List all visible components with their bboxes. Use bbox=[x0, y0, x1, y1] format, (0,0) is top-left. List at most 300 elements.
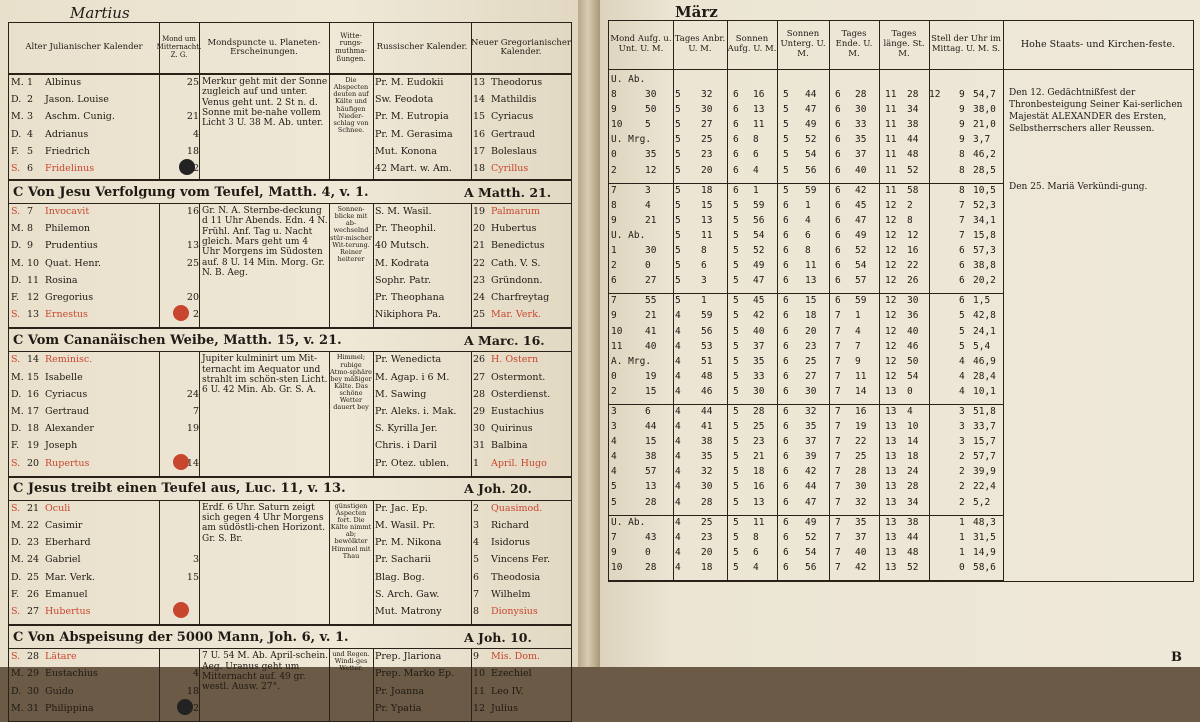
russian-saint: Mut. Konona bbox=[375, 145, 437, 157]
header-julian: Alter Julianischer Kalender bbox=[9, 23, 160, 73]
right-astronomy-table bbox=[608, 20, 1194, 582]
astronomy-value: 4 bbox=[675, 481, 681, 493]
astronomy-value: 6 bbox=[835, 214, 841, 226]
astronomy-value: 4 bbox=[675, 546, 681, 558]
right-table-header bbox=[609, 21, 1193, 70]
astronomy-value: 26 bbox=[907, 275, 919, 287]
russian-saint: Pr. M. Gerasima bbox=[375, 128, 453, 140]
gregorian-saint: Theodosia bbox=[491, 571, 541, 583]
astronomy-value: 23 bbox=[753, 436, 765, 448]
astronomy-value: 52 bbox=[805, 134, 817, 146]
astronomy-row bbox=[609, 385, 1003, 400]
astronomy-value: 11 bbox=[885, 104, 897, 116]
astronomy-value: 44 bbox=[805, 89, 817, 101]
astronomy-value: 5 bbox=[675, 134, 681, 146]
astronomy-value: 9 bbox=[959, 104, 965, 116]
astronomy-value: 6 bbox=[835, 89, 841, 101]
gregorian-saint: Cyrillus bbox=[491, 162, 529, 174]
astronomy-value: 25 bbox=[701, 516, 713, 528]
gregorian-day: 2 bbox=[473, 502, 480, 514]
astronomy-value: 4 bbox=[675, 421, 681, 433]
julian-saint: Philippina bbox=[45, 702, 94, 714]
astronomy-row bbox=[609, 531, 1003, 546]
astronomy-value: 4 bbox=[611, 436, 617, 448]
gregorian-day: 20 bbox=[473, 223, 486, 235]
russian-saint: M. Kodrata bbox=[375, 257, 430, 269]
astronomy-value: 4 bbox=[959, 370, 965, 382]
astronomy-value: 7 bbox=[835, 496, 841, 508]
julian-saint: Cyriacus bbox=[45, 388, 88, 400]
julian-saint: Isabelle bbox=[45, 371, 83, 383]
gregorian-saint: Balbina bbox=[491, 440, 528, 452]
astronomy-value: 44 bbox=[645, 421, 657, 433]
astronomy-value: 0 bbox=[645, 546, 651, 558]
astronomy-value: 20 bbox=[701, 164, 713, 176]
astronomy-row bbox=[609, 355, 1003, 370]
astronomy-value: 6 bbox=[701, 260, 707, 272]
gregorian-day: 16 bbox=[473, 128, 486, 140]
calendar-row bbox=[9, 256, 571, 273]
gregorian-day: 17 bbox=[473, 145, 486, 157]
moon-number: 18 bbox=[186, 145, 199, 157]
astronomy-value: 5 bbox=[645, 119, 651, 131]
astronomy-value: 56 bbox=[753, 214, 765, 226]
astronomy-value: 2 bbox=[959, 481, 965, 493]
astronomy-value: 42 bbox=[855, 561, 867, 573]
astronomy-value: 4 bbox=[805, 214, 811, 226]
header-feasts: Hohe Staats- und Kirchen-feste. bbox=[1020, 38, 1176, 50]
astronomy-value: 5 bbox=[733, 275, 739, 287]
astronomy-value: 12 bbox=[885, 355, 897, 367]
astronomy-value: 0 bbox=[645, 260, 651, 272]
astronomy-value: 6 bbox=[733, 134, 739, 146]
astronomy-value: 5 bbox=[675, 295, 681, 307]
calendar-row bbox=[9, 370, 571, 387]
week-block bbox=[9, 329, 571, 477]
gregorian-day: 29 bbox=[473, 405, 486, 417]
planet-text: 7 U. 54 M. Ab. April-schein. Aeg. Uranus geht um Mitternacht auf. 49 gr. westl. Ausw. 27°. bbox=[202, 651, 328, 693]
astronomy-value: 2 bbox=[611, 385, 617, 397]
day-letter: S. bbox=[11, 502, 21, 514]
russian-saint: Sophr. Patr. bbox=[375, 274, 431, 286]
calendar-row bbox=[9, 404, 571, 421]
astronomy-value: 49 bbox=[805, 119, 817, 131]
astronomy-value: 5 bbox=[733, 561, 739, 573]
astronomy-value: 28 bbox=[701, 496, 713, 508]
astronomy-value: 37 bbox=[753, 340, 765, 352]
calendar-row bbox=[9, 307, 571, 324]
russian-saint: S. Kyrilla Jer. bbox=[375, 423, 438, 435]
astronomy-value: 6 bbox=[783, 385, 789, 397]
astronomy-value: 9 bbox=[959, 134, 965, 146]
astronomy-value: 6 bbox=[835, 164, 841, 176]
astronomy-value: 13 bbox=[885, 561, 897, 573]
astronomy-value: 39,9 bbox=[973, 466, 996, 478]
astronomy-value: 59 bbox=[753, 199, 765, 211]
astronomy-value: 18 bbox=[907, 451, 919, 463]
calendar-row bbox=[9, 438, 571, 455]
gregorian-day: 28 bbox=[473, 388, 486, 400]
gregorian-day: 25 bbox=[473, 309, 486, 321]
astronomy-value: 6 bbox=[783, 310, 789, 322]
julian-day: 13 bbox=[27, 309, 40, 321]
astronomy-value: 0 bbox=[611, 370, 617, 382]
calendar-row bbox=[9, 127, 571, 144]
astronomy-value: 6 bbox=[783, 546, 789, 558]
astronomy-value: 4 bbox=[675, 466, 681, 478]
day-letter: M. bbox=[11, 702, 24, 714]
gregorian-saint: Cath. V. S. bbox=[491, 257, 541, 269]
julian-saint: Quat. Henr. bbox=[45, 257, 101, 269]
gregorian-day: 21 bbox=[473, 240, 486, 252]
astronomy-value: 21 bbox=[645, 214, 657, 226]
julian-day: 8 bbox=[27, 223, 34, 235]
astronomy-value: 49 bbox=[805, 516, 817, 528]
astronomy-row bbox=[609, 214, 1003, 229]
day-letter: F. bbox=[11, 145, 20, 157]
header-clock: Stell der Uhr im Mittag. U. M. S. bbox=[929, 21, 1004, 69]
astronomy-value: 35 bbox=[855, 516, 867, 528]
astronomy-value: 6 bbox=[783, 214, 789, 226]
day-letter: S. bbox=[11, 605, 21, 617]
day-letter: F. bbox=[11, 440, 20, 452]
gregorian-day: 6 bbox=[473, 571, 480, 583]
julian-saint: Rupertus bbox=[45, 457, 90, 469]
astronomy-row bbox=[609, 118, 1003, 133]
astronomy-value: 5 bbox=[675, 214, 681, 226]
astronomy-value: 6 bbox=[783, 466, 789, 478]
astronomy-value: U. Ab. bbox=[611, 516, 646, 528]
astronomy-value: 6 bbox=[783, 481, 789, 493]
astronomy-value: 41 bbox=[645, 325, 657, 337]
astronomy-value: 37 bbox=[855, 149, 867, 161]
day-letter: D. bbox=[11, 240, 22, 252]
astronomy-value: 43 bbox=[645, 531, 657, 543]
astronomy-value: 7 bbox=[855, 340, 861, 352]
day-letter: M. bbox=[11, 77, 24, 88]
weather-text: günstigen Aspecten fort. Die Kälte nimmt ab; bewölkter Himmel mit Thau bbox=[330, 501, 372, 560]
astronomy-value: 28 bbox=[855, 89, 867, 101]
astronomy-value: 38,8 bbox=[973, 260, 996, 272]
astronomy-row bbox=[609, 496, 1003, 511]
gregorian-saint: Palmarum bbox=[491, 206, 541, 217]
julian-day: 20 bbox=[27, 457, 40, 469]
astronomy-value: 44 bbox=[907, 531, 919, 543]
astronomy-value: 2 bbox=[907, 199, 913, 211]
astronomy-value: 21,0 bbox=[973, 119, 996, 131]
astronomy-value: 16 bbox=[907, 245, 919, 257]
gregorian-day: 24 bbox=[473, 291, 486, 303]
astronomy-value: 48 bbox=[701, 370, 713, 382]
astronomy-value: 38 bbox=[907, 516, 919, 528]
week-title bbox=[9, 478, 571, 501]
astronomy-value: 40 bbox=[907, 325, 919, 337]
astronomy-value: 15 bbox=[645, 385, 657, 397]
astronomy-value: 23 bbox=[701, 149, 713, 161]
astronomy-value: 4 bbox=[675, 325, 681, 337]
julian-saint: Mar. Verk. bbox=[45, 571, 95, 583]
weather-text: und Regen. Windi-ges Wetter. bbox=[332, 650, 370, 673]
week-title bbox=[9, 626, 571, 649]
gregorian-saint: Boleslaus bbox=[491, 145, 537, 157]
planet-text: Gr. N. A. Sternbe-deckung d 11 Uhr Abends. Edn. 4 N. Frühl. Anf. Tag u. Nacht gleich. Mars geht um 4 Uhr Morgens im Südosten auf. 8 U. 14 Min. Morg. Gr. N. B. Aeg. bbox=[202, 206, 328, 279]
gregorian-day: 9 bbox=[473, 651, 480, 663]
russian-saint: M. Agap. i 6 M. bbox=[375, 371, 450, 383]
russian-saint: Pr. Sacharii bbox=[375, 554, 431, 566]
julian-day: 23 bbox=[27, 537, 40, 549]
gregorian-saint: Charfreytag bbox=[491, 291, 550, 303]
calendar-row bbox=[9, 161, 571, 178]
astronomy-value: 30 bbox=[855, 481, 867, 493]
julian-saint: Eustachius bbox=[45, 668, 98, 680]
day-letter: S. bbox=[11, 354, 21, 366]
astronomy-value: 6 bbox=[783, 340, 789, 352]
astronomy-value: 6 bbox=[783, 355, 789, 367]
gregorian-saint: Ezechiel bbox=[491, 668, 532, 680]
julian-saint: Joseph bbox=[45, 440, 78, 452]
astronomy-value: 15 bbox=[805, 295, 817, 307]
astronomy-value: 4 bbox=[675, 561, 681, 573]
astronomy-value: 12 bbox=[885, 275, 897, 287]
russian-saint: Prep. Marko Ep. bbox=[375, 668, 455, 680]
astronomy-value: 12 bbox=[885, 370, 897, 382]
astronomy-value: 52 bbox=[907, 164, 919, 176]
astronomy-value: 5 bbox=[733, 340, 739, 352]
astronomy-value: 9 bbox=[855, 355, 861, 367]
header-sunrise: Sonnen Aufg. U. M. bbox=[727, 21, 778, 69]
astronomy-value: 6 bbox=[835, 229, 841, 241]
julian-saint: Casimir bbox=[45, 519, 83, 531]
page-signature: B bbox=[1171, 650, 1182, 665]
moon-number: 25 bbox=[186, 257, 199, 269]
calendar-row bbox=[9, 421, 571, 438]
astronomy-value: 5 bbox=[733, 199, 739, 211]
astronomy-value: 24,1 bbox=[973, 325, 996, 337]
russian-saint: Pr. Theophana bbox=[375, 291, 445, 303]
astronomy-value: 6 bbox=[783, 325, 789, 337]
astronomy-row bbox=[609, 103, 1003, 118]
astronomy-value: 50 bbox=[645, 104, 657, 116]
moon-number: 21 bbox=[186, 111, 199, 123]
astronomy-row bbox=[609, 465, 1003, 480]
astronomy-value: 51,8 bbox=[973, 405, 996, 417]
astronomy-value: 5 bbox=[733, 516, 739, 528]
astronomy-value: 18 bbox=[701, 184, 713, 196]
astronomy-value: 30 bbox=[701, 104, 713, 116]
day-letter: F. bbox=[11, 291, 20, 303]
russian-saint: Pr. Otez. ublen. bbox=[375, 457, 450, 469]
astronomy-value: 8 bbox=[753, 134, 759, 146]
astronomy-value: 41 bbox=[701, 421, 713, 433]
day-letter: D. bbox=[11, 128, 22, 140]
astronomy-value: 38 bbox=[645, 451, 657, 463]
astronomy-value: 12 bbox=[885, 214, 897, 226]
julian-day: 28 bbox=[27, 651, 40, 663]
astronomy-row bbox=[609, 340, 1003, 355]
julian-day: 26 bbox=[27, 588, 40, 600]
julian-saint: Alexander bbox=[45, 423, 94, 435]
astronomy-value: 34 bbox=[907, 104, 919, 116]
astronomy-value: 3 bbox=[959, 436, 965, 448]
julian-day: 17 bbox=[27, 405, 40, 417]
astronomy-row bbox=[609, 294, 1003, 309]
astronomy-value: 13 bbox=[701, 214, 713, 226]
astronomy-value: 7 bbox=[611, 531, 617, 543]
astronomy-value: 13 bbox=[885, 516, 897, 528]
astronomy-value: 2 bbox=[959, 451, 965, 463]
day-letter: S. bbox=[11, 457, 21, 469]
astronomy-value: 5 bbox=[733, 385, 739, 397]
astronomy-value: 3 bbox=[959, 421, 965, 433]
astronomy-value: 33 bbox=[753, 370, 765, 382]
moon-number: 18 bbox=[186, 685, 199, 697]
astronomy-value: 7 bbox=[835, 546, 841, 558]
day-letter: D. bbox=[11, 423, 22, 435]
astronomy-value: 5 bbox=[675, 184, 681, 196]
astronomy-value: 14,9 bbox=[973, 546, 996, 558]
gregorian-day: 1 bbox=[473, 457, 480, 469]
astronomy-value: 15 bbox=[701, 199, 713, 211]
astronomy-value: 25 bbox=[701, 134, 713, 146]
astronomy-value: 8 bbox=[753, 531, 759, 543]
week-title bbox=[9, 329, 571, 352]
moon-number: 2 bbox=[192, 162, 199, 174]
gregorian-saint: Julius bbox=[491, 702, 518, 714]
header-lunar-planetary: Mondspuncte u. Planeten-Erscheinungen. bbox=[199, 23, 330, 73]
astronomy-value: 28,4 bbox=[973, 370, 996, 382]
astronomy-value: 32 bbox=[701, 89, 713, 101]
astronomy-value: 14 bbox=[907, 436, 919, 448]
astronomy-value: 6 bbox=[783, 451, 789, 463]
gregorian-saint: Theodorus bbox=[491, 77, 543, 88]
astronomy-value: 47 bbox=[855, 214, 867, 226]
astronomy-value: 22 bbox=[855, 436, 867, 448]
russian-saint: M. Wasil. Pr. bbox=[375, 519, 436, 531]
astronomy-value: 13 bbox=[885, 436, 897, 448]
calendar-row bbox=[9, 501, 571, 518]
astronomy-value: 27 bbox=[645, 275, 657, 287]
astronomy-value: 47 bbox=[805, 496, 817, 508]
week-block bbox=[9, 626, 571, 721]
astronomy-value: U. Mrg. bbox=[611, 134, 652, 146]
day-letter: M. bbox=[11, 257, 24, 269]
astronomy-value: 13 bbox=[885, 481, 897, 493]
astronomy-value: 18 bbox=[805, 310, 817, 322]
astronomy-value: 6 bbox=[733, 184, 739, 196]
astronomy-value: 33 bbox=[855, 119, 867, 131]
astronomy-value: 11 bbox=[885, 149, 897, 161]
astronomy-value: 42,8 bbox=[973, 310, 996, 322]
astronomy-value: 4 bbox=[675, 496, 681, 508]
week-title-text: C Von Abspeisung der 5000 Mann, Joh. 6, v. 1. bbox=[13, 629, 349, 645]
header-moon-midnight: Mond um Mitternacht. Z. G. bbox=[159, 23, 200, 73]
astronomy-row bbox=[609, 516, 1003, 531]
astronomy-value: 6 bbox=[805, 229, 811, 241]
astronomy-value: 12 bbox=[885, 260, 897, 272]
gregorian-day: 15 bbox=[473, 111, 486, 123]
astronomy-value: 3 bbox=[701, 275, 707, 287]
astronomy-value: 40 bbox=[855, 164, 867, 176]
astronomy-value: 35 bbox=[701, 451, 713, 463]
astronomy-value: 44 bbox=[805, 481, 817, 493]
astronomy-row bbox=[609, 274, 1003, 289]
gregorian-day: 23 bbox=[473, 274, 486, 286]
astronomy-value: 11 bbox=[885, 164, 897, 176]
gregorian-day: 18 bbox=[473, 162, 486, 174]
astronomy-value: 5 bbox=[733, 214, 739, 226]
astronomy-value: 5 bbox=[783, 149, 789, 161]
astronomy-value: 3 bbox=[959, 405, 965, 417]
astronomy-value: 51 bbox=[701, 355, 713, 367]
russian-saint: Pr. Joanna bbox=[375, 685, 425, 697]
astronomy-value: 47 bbox=[753, 275, 765, 287]
astronomy-value: 6 bbox=[733, 104, 739, 116]
gregorian-saint: Mis. Dom. bbox=[491, 651, 541, 663]
astronomy-value: 28 bbox=[645, 561, 657, 573]
astronomy-value: 5 bbox=[733, 546, 739, 558]
astronomy-value: 10 bbox=[611, 119, 623, 131]
astronomy-value: 5 bbox=[733, 325, 739, 337]
astronomy-value: 11 bbox=[753, 119, 765, 131]
astronomy-value: 4 bbox=[675, 385, 681, 397]
astronomy-value: 42 bbox=[855, 184, 867, 196]
astronomy-value: 23 bbox=[701, 531, 713, 543]
astronomy-value: 7 bbox=[959, 199, 965, 211]
astronomy-value: 9 bbox=[611, 214, 617, 226]
astronomy-value: 50 bbox=[907, 355, 919, 367]
gregorian-day: 13 bbox=[473, 77, 486, 88]
astronomy-value: 5 bbox=[733, 496, 739, 508]
gregorian-saint: Quirinus bbox=[491, 423, 533, 435]
astronomy-value: 3 bbox=[611, 405, 617, 417]
astronomy-value: 2 bbox=[611, 260, 617, 272]
astronomy-value: 4 bbox=[675, 451, 681, 463]
astronomy-row bbox=[609, 133, 1003, 148]
astronomy-value: 15,7 bbox=[973, 436, 996, 448]
astronomy-value: 5 bbox=[733, 355, 739, 367]
astronomy-value: 57 bbox=[645, 466, 657, 478]
astronomy-value: 59 bbox=[855, 295, 867, 307]
russian-saint: Pr. M. Eudokii bbox=[375, 77, 444, 88]
russian-saint: Pr. Ypatia bbox=[375, 702, 422, 714]
astronomy-value: 8 bbox=[959, 149, 965, 161]
julian-saint: Ernestus bbox=[45, 309, 88, 321]
astronomy-value: 34,1 bbox=[973, 214, 996, 226]
astronomy-value: 3 bbox=[645, 184, 651, 196]
julian-day: 3 bbox=[27, 111, 34, 123]
header-sunset: Sonnen Unterg. U. M. bbox=[777, 21, 830, 69]
astronomy-value: 35 bbox=[753, 355, 765, 367]
astronomy-value: 13 bbox=[885, 451, 897, 463]
astronomy-value: 1 bbox=[611, 245, 617, 257]
astronomy-value: 13 bbox=[885, 405, 897, 417]
astronomy-value: 1 bbox=[701, 295, 707, 307]
astronomy-value: 49 bbox=[753, 260, 765, 272]
astronomy-row bbox=[609, 73, 1003, 88]
julian-day: 7 bbox=[27, 206, 34, 217]
astronomy-value: 6 bbox=[783, 245, 789, 257]
astronomy-week-block bbox=[609, 516, 1003, 581]
astronomy-value: 9 bbox=[611, 104, 617, 116]
astronomy-value: 10 bbox=[907, 421, 919, 433]
gregorian-day: 10 bbox=[473, 668, 486, 680]
astronomy-value: 6 bbox=[645, 405, 651, 417]
astronomy-value: 5 bbox=[733, 481, 739, 493]
gregorian-day: 4 bbox=[473, 537, 480, 549]
gregorian-day: 30 bbox=[473, 423, 486, 435]
calendar-row bbox=[9, 352, 571, 369]
astronomy-value: 9 bbox=[959, 89, 965, 101]
